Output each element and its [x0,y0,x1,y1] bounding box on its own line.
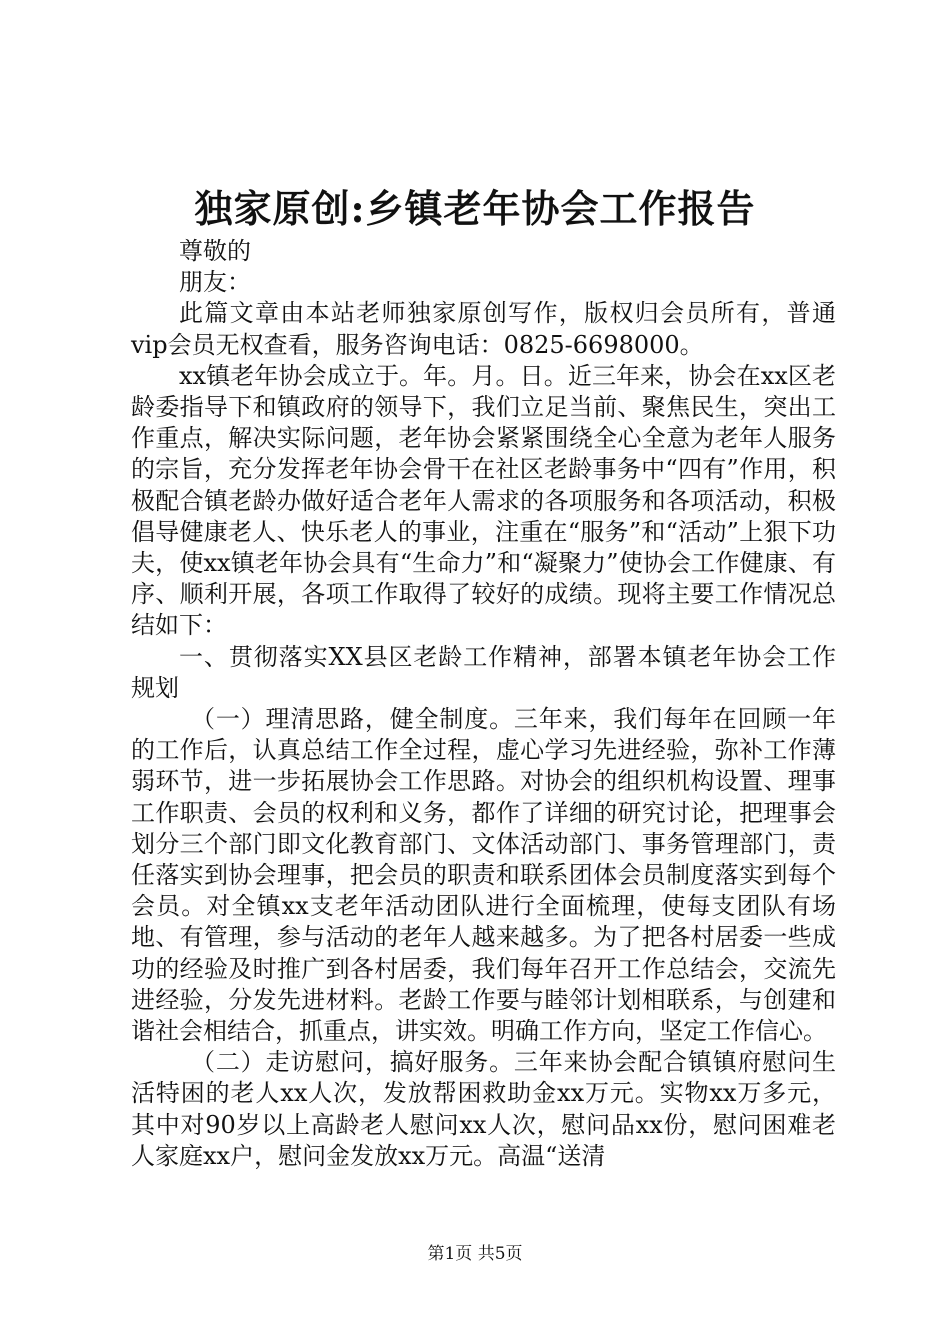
subsection-1-paragraph: （一）理清思路，健全制度。三年来，我们每年在回顾一年的工作后，认真总结工作全过程，虚心学习先进经验，弥补工作薄弱环节，进一步拓展协会工作思路。对协会的组织机构设置、理事工作职责、会员的权利和义务，都作了详细的研究讨论，把理事会划分三个部门即文化教育部门、文体活动部门、事务管理部门，责任落实到协会理事，把会员的职责和联系团体会员制度落实到每个会员。对全镇xx支老年活动团队进行全面梳理，使每支团队有场地、有管理，参与活动的老年人越来越多。为了把各村居委一些成功的经验及时推广到各村居委，我们每年召开工作总结会，交流先进经验，分发先进材料。老龄工作要与睦邻计划相联系，与创建和谐社会相结合，抓重点，讲实效。明确工作方向，坚定工作信心。 [131,705,836,1046]
document-body [131,236,836,1172]
intro-paragraph: xx镇老年协会成立于。年。月。日。近三年来，协会在xx区老龄委指导下和镇政府的领导下，我们立足当前、聚焦民生，突出工作重点，解决实际问题，老年协会紧紧围绕全心全意为老年人服务的宗旨，充分发挥老年协会骨干在社区老龄事务中“四有”作用，积极配合镇老龄办做好适合老年人需求的各项服务和各项活动，积极倡导健康老人、快乐老人的事业，注重在“服务”和“活动”上狠下功夫，使xx镇老年协会具有“生命力”和“凝聚力”使协会工作健康、有序、顺利开展，各项工作取得了较好的成绩。现将主要工作情况总结如下： [131,361,836,640]
subsection-2-paragraph: （二）走访慰问，搞好服务。三年来协会配合镇镇府慰问生活特困的老人xx人次，发放帮困救助金xx万元。实物xx万多元，其中对90岁以上高龄老人慰问xx人次，慰问品xx份，慰问困难老人家庭xx户，慰问金发放xx万元。高温“送清 [131,1048,836,1170]
salutation-line-2: 朋友： [179,268,251,297]
page-number-footer: 第1页 共5页 [427,1244,523,1264]
salutation-line-1: 尊敬的 [179,237,251,265]
document-title: 独家原创:乡镇老年协会工作报告 [194,186,756,231]
section-heading-1: 一、贯彻落实XX县区老龄工作精神，部署本镇老年协会工作规划 [131,642,836,702]
copyright-notice: 此篇文章由本站老师独家原创写作，版权归会员所有，普通vip会员无权查看，服务咨询电话：0825-6698000。 [131,299,836,359]
